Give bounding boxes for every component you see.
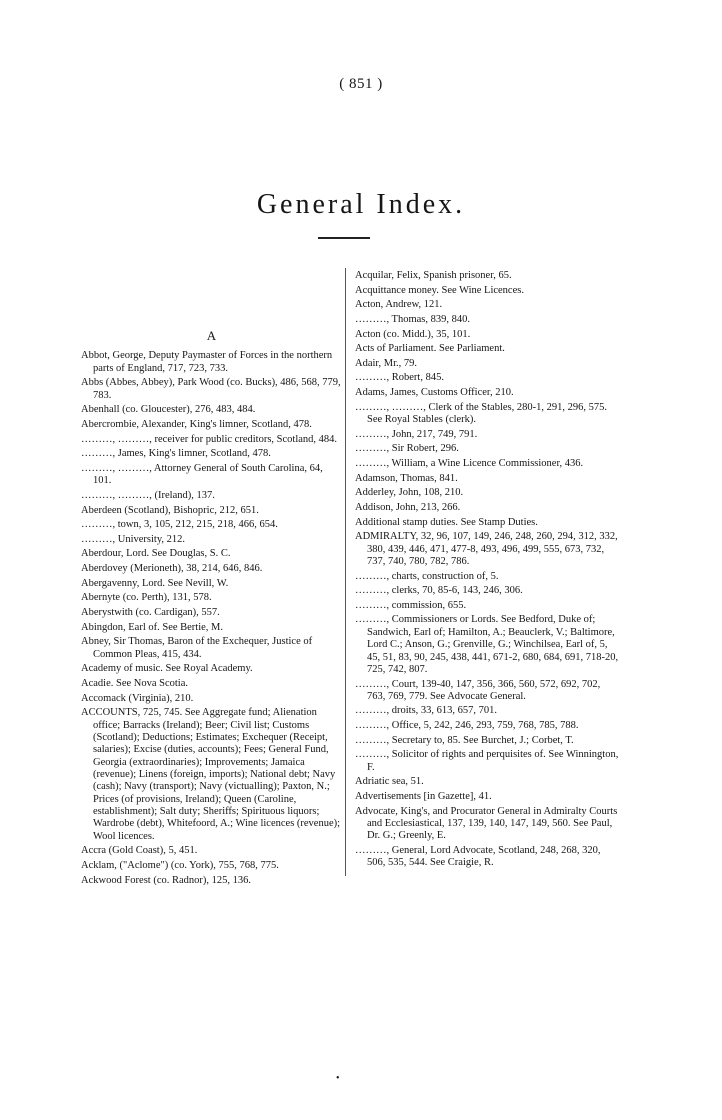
index-entry: Acton, Andrew, 121. <box>355 299 443 311</box>
index-entry: Adams, James, Customs Officer, 210. <box>355 387 514 399</box>
index-entry: ………, Solicitor of rights and perquisites of. See Winnington, F. <box>355 749 619 773</box>
index-entry: Acquittance money. See Wine Licences. <box>355 284 524 296</box>
index-entry: Adriatic sea, 51. <box>355 776 424 788</box>
index-entry: Acklam, ("Aclome") (co. York), 755, 768, 775. <box>81 859 279 871</box>
index-entry: ………, clerks, 70, 85-6, 143, 246, 306. <box>355 585 523 597</box>
index-entry: Adamson, Thomas, 841. <box>355 472 458 484</box>
index-entry: ………, Office, 5, 242, 246, 293, 759, 768, 785, 788. <box>355 720 579 732</box>
index-entry: Acton (co. Midd.), 35, 101. <box>355 328 471 340</box>
index-column-left <box>81 330 343 889</box>
index-entry: ………, commission, 655. <box>355 599 467 611</box>
index-entry: ………, James, King's limner, Scotland, 478. <box>81 448 271 460</box>
index-entry: ………, ………, (Ireland), 137. <box>81 489 215 501</box>
index-entry: Aberdeen (Scotland), Bishopric, 212, 651. <box>81 504 259 516</box>
index-entry: ………, William, a Wine Licence Commissioner, 436. <box>355 458 584 470</box>
index-entry: ………, droits, 33, 613, 657, 701. <box>355 705 498 717</box>
index-entry: ADMIRALTY, 32, 96, 107, 149, 246, 248, 260, 294, 312, 332, 380, 439, 446, 471, 477-8, 493, 496, 499, 555, 673, 732, 737, 740, 780, 782, 786. <box>355 531 618 567</box>
index-entry: Abney, Sir Thomas, Baron of the Exchequer, Justice of Common Pleas, 415, 434. <box>81 636 313 660</box>
index-entry: ………, ………, Clerk of the Stables, 280-1, 291, 296, 575. See Royal Stables (clerk). <box>355 401 607 426</box>
index-entry: Abernyte (co. Perth), 131, 578. <box>81 592 212 604</box>
index-entry: Aberdour, Lord. See Douglas, S. C. <box>81 548 231 560</box>
index-entry: ………, Robert, 845. <box>355 372 444 384</box>
index-entry: ………, ………, Attorney General of South Carolina, 64, 101. <box>81 462 323 487</box>
index-entry: Addison, John, 213, 266. <box>355 501 461 513</box>
index-entry: Additional stamp duties. See Stamp Duties. <box>355 516 538 528</box>
index-entry: ………, University, 212. <box>81 533 186 545</box>
index-entry: Acadie. See Nova Scotia. <box>81 677 189 689</box>
index-entry: Advocate, King's, and Procurator General in Admiralty Courts and Ecclesiastical, 137, 139, 140, 147, 149, 560. See Paul, Dr. G.; Greenly, E. <box>355 805 618 842</box>
index-entry: ………, ………, receiver for public creditors, Scotland, 484. <box>81 433 338 445</box>
index-entry: Abbot, George, Deputy Paymaster of Forces in the northern parts of England, 717, 723, 733. <box>81 350 333 374</box>
index-entry: Acquilar, Felix, Spanish prisoner, 65. <box>355 270 512 281</box>
index-entry: Adderley, John, 108, 210. <box>355 487 464 499</box>
index-column-right <box>355 270 619 872</box>
index-entry: Aberdovey (Merioneth), 38, 214, 646, 846. <box>81 563 263 575</box>
page-number: ( 851 ) <box>339 76 383 92</box>
index-entry: ………, Commissioners or Lords. See Bedford, Duke of; Sandwich, Earl of; Hamilton, A.; Beauclerk, V.; Baltimore, Lord C.; Anson, G.; Grenville, G.; Winchilsea, Earl of, 5, 45, 51, 83, 90, 245, 438, 441, 671-2, 680, 684, 691, 718-20, 725, 742, 807. <box>355 614 619 675</box>
index-entry: Adair, Mr., 79. <box>355 357 417 369</box>
index-entry: ACCOUNTS, 725, 745. See Aggregate fund; Alienation office; Barracks (Ireland); Beer; Civil list; Customs (Scotland); Deductions; Estimates; Exchequer (Receipt, salaries); Excise (duties, accounts); Fees; General Fund, Georgia (extraordinaries); Improvements; Jamaica (revenue); Linens (foreign, imports); National debt; Navy (cash); Navy (transport); Navy (victualling); Paxton, N.; Prices (of provisions, Ireland); Queen (Caroline, establishment); Salt duty; Sheriffs; Spirituous liquors; Wardrobe (debt), Whitefoord, A.; Wine licences (revenue); Wool licences. <box>81 707 341 842</box>
index-entry: Abergavenny, Lord. See Nevill, W. <box>81 577 229 589</box>
index-entry: ………, Secretary to, 85. See Burchet, J.; Corbet, T. <box>355 734 574 746</box>
index-entry: ………, Court, 139-40, 147, 356, 366, 560, 572, 692, 702, 763, 769, 779. See Advocate General. <box>355 678 601 702</box>
section-letter: A <box>206 328 218 343</box>
footer-ornament: • <box>336 1073 340 1084</box>
index-entry: Aberystwith (co. Cardigan), 557. <box>81 606 220 618</box>
index-entry: ………, John, 217, 749, 791. <box>355 428 478 440</box>
index-entry: ………, charts, construction of, 5. <box>355 570 499 582</box>
index-entry: Advertisements [in Gazette], 41. <box>355 791 492 803</box>
index-entry: Accomack (Virginia), 210. <box>81 692 194 704</box>
index-entry: Accra (Gold Coast), 5, 451. <box>81 845 198 857</box>
page-title: General Index. <box>256 188 466 220</box>
index-entry: ………, town, 3, 105, 212, 215, 218, 466, 654. <box>81 519 278 531</box>
index-entry: Abingdon, Earl of. See Bertie, M. <box>81 621 224 633</box>
index-entry: Abercrombie, Alexander, King's limner, Scotland, 478. <box>81 418 312 430</box>
index-entry: ………, Sir Robert, 296. <box>355 443 459 455</box>
index-entry: Academy of music. See Royal Academy. <box>81 663 253 675</box>
index-entry: Acts of Parliament. See Parliament. <box>355 343 505 355</box>
index-entry: Abenhall (co. Gloucester), 276, 483, 484. <box>81 404 256 416</box>
index-entry: Ackwood Forest (co. Radnor), 125, 136. <box>81 874 252 886</box>
index-entry: ………, General, Lord Advocate, Scotland, 248, 268, 320, 506, 535, 544. See Craigie, R. <box>355 845 601 869</box>
title-rule <box>318 237 370 239</box>
index-entry: Abbs (Abbes, Abbey), Park Wood (co. Bucks), 486, 568, 779, 783. <box>81 377 341 401</box>
index-entry: ………, Thomas, 839, 840. <box>355 313 471 325</box>
